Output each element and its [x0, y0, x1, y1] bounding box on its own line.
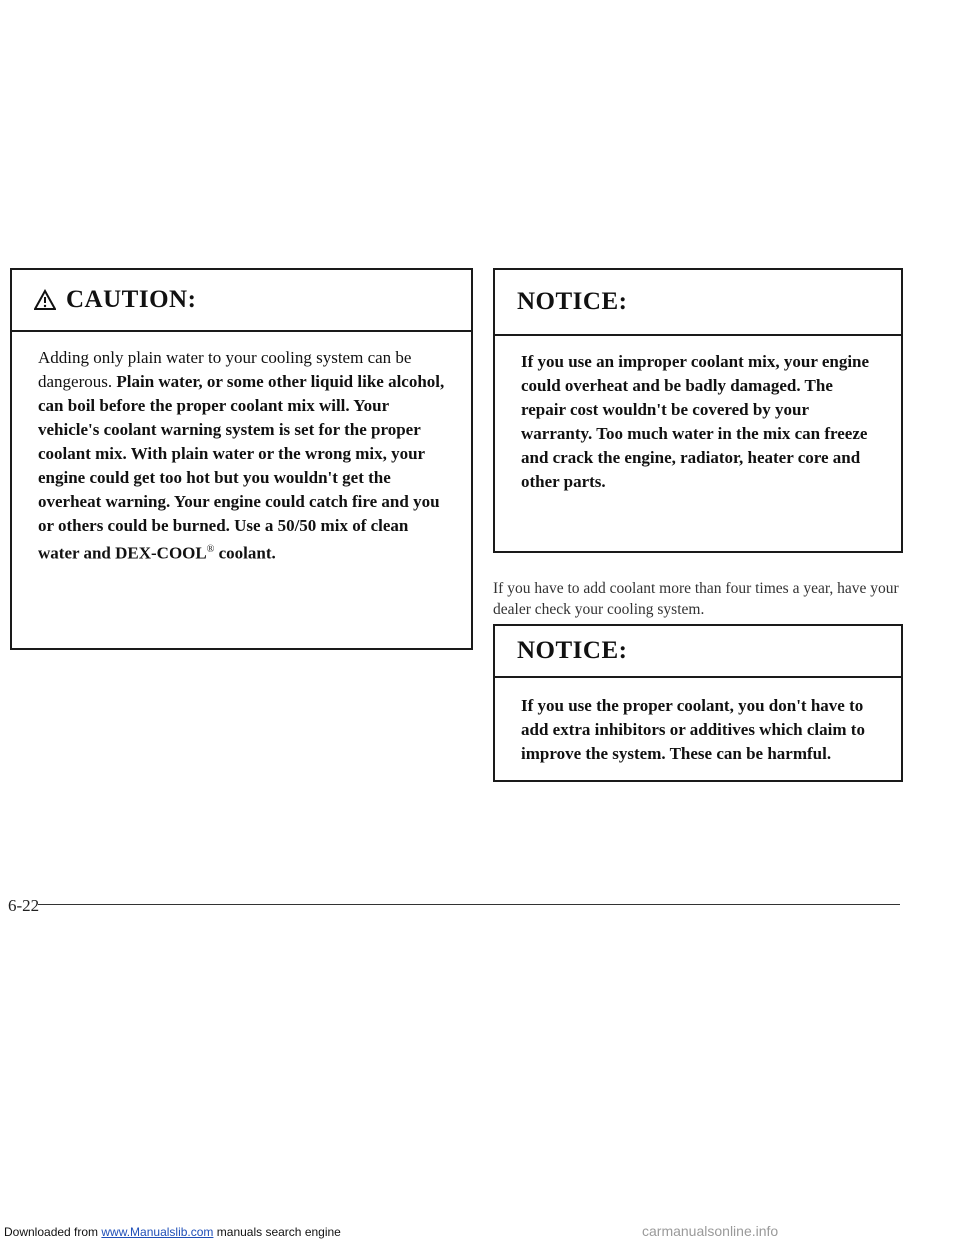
attribution-prefix: Downloaded from	[4, 1225, 102, 1239]
caution-title: CAUTION:	[66, 286, 197, 313]
footer-rule	[38, 904, 900, 905]
notice-header: NOTICE:	[495, 626, 901, 678]
manualslib-link[interactable]: www.Manualslib.com	[101, 1225, 214, 1239]
watermark: carmanualsonline.info	[642, 1223, 779, 1239]
coolant-advice-paragraph: If you have to add coolant more than four times a year, have your dealer check your cooling system.	[493, 580, 899, 618]
notice-text: If you use the proper coolant, you don't have to add extra inhibitors or additives which claim to improve the system. These can be harmful.	[521, 696, 865, 763]
caution-text-part1: Adding only plain water to your cooling system can be dangerous.	[38, 348, 412, 391]
notice-text: If you use an improper coolant mix, your engine could overheat and be badly damaged. The repair cost wouldn't be covered by your warranty. Too much water in the mix can freeze and crack the engine, radiator, heater core and other parts.	[521, 352, 870, 491]
attribution-suffix: manuals search engine	[213, 1225, 341, 1239]
caution-text-part2: Plain water, or some other liquid like alcohol, can boil before the proper coolant mix will. Your vehicle's coolant warning system is set for the proper coolant mix. With plain water or the wrong mix, your engine could get too hot but you wouldn't get the overheat warning. Your engine could catch fire and you or others could be burned. Use a 50/50 mix of clean water and DEX-COOL	[38, 372, 445, 563]
page-number: 6-22	[8, 896, 40, 915]
caution-text-part3: coolant.	[214, 543, 276, 563]
caution-header	[12, 270, 471, 332]
notice-box-coolant-mix	[493, 268, 903, 553]
warning-triangle-icon	[34, 289, 56, 311]
notice-header: NOTICE:	[495, 270, 901, 336]
notice-box-inhibitors	[493, 624, 903, 782]
caution-text	[12, 332, 471, 566]
download-attribution	[4, 1225, 341, 1239]
registered-mark: ®	[206, 544, 215, 555]
caution-box	[10, 268, 473, 650]
